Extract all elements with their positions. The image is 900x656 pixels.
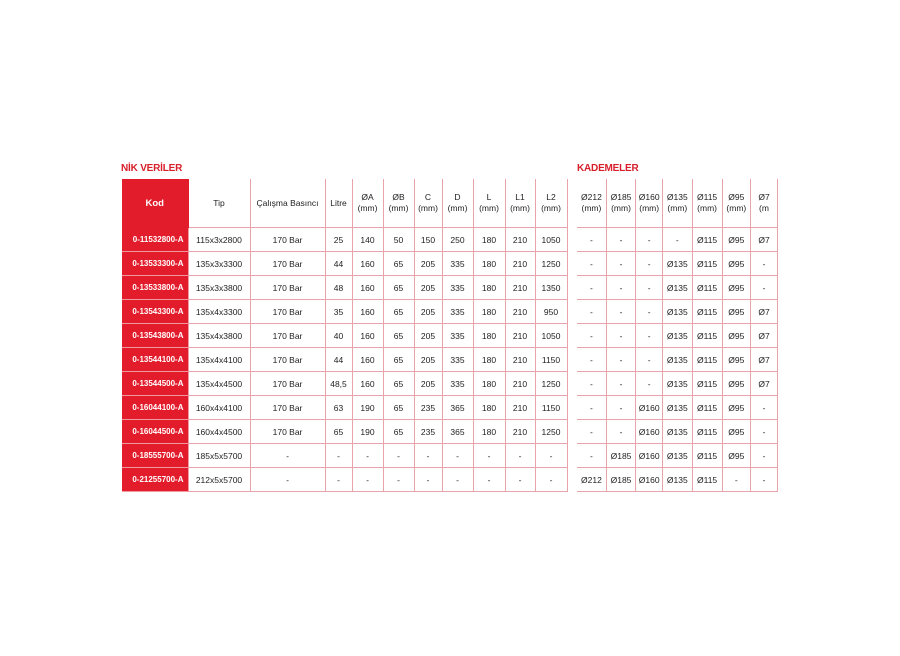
table-cell: - (751, 276, 778, 300)
header-tip: Tip (188, 179, 250, 228)
header-stage-unit: (m (759, 203, 769, 213)
table-cell: 210 (505, 396, 535, 420)
header-stage (722, 179, 750, 228)
table-cell: 205 (414, 252, 442, 276)
table-cell: 65 (383, 372, 414, 396)
table-cell: Ø135 (663, 252, 692, 276)
table-cell: 210 (505, 252, 535, 276)
table-cell: - (535, 444, 567, 468)
table-cell: Ø95 (722, 396, 750, 420)
table-cell: 170 Bar (250, 348, 325, 372)
table-cell: - (663, 228, 692, 252)
table-row (122, 276, 567, 300)
kod-cell: 0-13543800-A (122, 324, 188, 348)
table-cell: Ø115 (692, 324, 722, 348)
kod-cell: 0-13543300-A (122, 300, 188, 324)
header-d-unit: (mm) (447, 203, 468, 213)
table-cell: 1250 (535, 372, 567, 396)
table-row (122, 348, 567, 372)
table-cell: 63 (325, 396, 352, 420)
table-cell: - (442, 468, 473, 492)
table-cell: 210 (505, 300, 535, 324)
table-cell: 180 (473, 252, 505, 276)
table-cell: 190 (352, 396, 383, 420)
table-row (577, 372, 778, 396)
table-cell: 180 (473, 420, 505, 444)
table-cell: Ø115 (692, 372, 722, 396)
header-stage-unit: (mm) (611, 203, 631, 213)
header-d-label: D (454, 192, 461, 202)
header-l2-unit: (mm) (541, 203, 561, 213)
table-cell: 1050 (535, 228, 567, 252)
stages-table (577, 179, 778, 492)
table-cell: - (442, 444, 473, 468)
table-cell: 210 (505, 276, 535, 300)
table-cell: 335 (442, 252, 473, 276)
header-stage (577, 179, 606, 228)
table-cell: - (577, 324, 606, 348)
table-cell: Ø115 (692, 420, 722, 444)
table-cell: Ø160 (636, 468, 663, 492)
table-cell: 335 (442, 300, 473, 324)
table-cell: 170 Bar (250, 252, 325, 276)
table-cell: 180 (473, 324, 505, 348)
table-cell: 170 Bar (250, 228, 325, 252)
header-stage-label: Ø212 (581, 192, 602, 202)
table-cell: Ø135 (663, 348, 692, 372)
header-l (473, 179, 505, 228)
stages-body (577, 228, 778, 492)
table-cell: Ø95 (722, 324, 750, 348)
table-cell: - (751, 420, 778, 444)
header-stage (751, 179, 778, 228)
table-cell: 135x4x3800 (188, 324, 250, 348)
table-cell: 335 (442, 348, 473, 372)
table-cell: 40 (325, 324, 352, 348)
table-cell: 1350 (535, 276, 567, 300)
table-cell: - (636, 228, 663, 252)
table-cell: - (577, 228, 606, 252)
table-header-row (577, 179, 778, 228)
header-l-label: L (486, 192, 492, 202)
table-cell: - (577, 276, 606, 300)
table-cell: 210 (505, 324, 535, 348)
table-cell: - (577, 420, 606, 444)
header-stage (663, 179, 692, 228)
table-cell: - (606, 324, 635, 348)
kod-cell: 0-13544100-A (122, 348, 188, 372)
table-cell: 250 (442, 228, 473, 252)
table-cell: Ø115 (692, 396, 722, 420)
table-cell: 48 (325, 276, 352, 300)
table-cell: 205 (414, 324, 442, 348)
table-cell: 210 (505, 228, 535, 252)
table-cell: 160 (352, 252, 383, 276)
header-stage-label: Ø7 (758, 192, 770, 202)
header-c-label: C (424, 192, 432, 202)
table-cell: 160x4x4100 (188, 396, 250, 420)
table-cell: - (722, 468, 750, 492)
technical-data-body (122, 228, 567, 492)
table-cell: 190 (352, 420, 383, 444)
table-cell: 235 (414, 396, 442, 420)
table-cell: - (250, 468, 325, 492)
table-cell: 365 (442, 420, 473, 444)
table-cell: 170 Bar (250, 372, 325, 396)
header-b-label: ØB (392, 192, 405, 202)
table-cell: 65 (383, 420, 414, 444)
table-cell: 365 (442, 396, 473, 420)
table-cell: - (325, 468, 352, 492)
table-row (577, 300, 778, 324)
table-cell: Ø212 (577, 468, 606, 492)
table-cell: Ø95 (722, 444, 750, 468)
table-cell: 335 (442, 324, 473, 348)
header-b (383, 179, 414, 228)
table-row (577, 348, 778, 372)
header-stage-unit: (mm) (639, 203, 660, 213)
table-cell: Ø115 (692, 468, 722, 492)
table-cell: 170 Bar (250, 396, 325, 420)
header-l2 (535, 179, 567, 228)
header-stage-label: Ø95 (728, 192, 745, 202)
table-cell: 210 (505, 348, 535, 372)
table-cell: - (751, 396, 778, 420)
header-stage-unit: (mm) (667, 203, 688, 213)
table-cell: Ø135 (663, 396, 692, 420)
table-cell: 335 (442, 372, 473, 396)
table-cell: 135x3x3800 (188, 276, 250, 300)
header-a (352, 179, 383, 228)
table-cell: 1250 (535, 420, 567, 444)
table-row (122, 228, 567, 252)
header-stage (692, 179, 722, 228)
table-row (122, 300, 567, 324)
technical-data-title: NİK VERİLER (121, 163, 183, 174)
technical-data-table-wrapper (122, 179, 568, 495)
table-row (577, 420, 778, 444)
table-cell: Ø95 (722, 372, 750, 396)
kod-cell: 0-13533800-A (122, 276, 188, 300)
table-cell: Ø7 (751, 348, 778, 372)
table-cell: - (383, 444, 414, 468)
table-cell: Ø7 (751, 372, 778, 396)
table-cell: 170 Bar (250, 276, 325, 300)
table-cell: - (606, 348, 635, 372)
table-cell: - (577, 372, 606, 396)
table-cell: - (383, 468, 414, 492)
table-cell: - (505, 468, 535, 492)
table-cell: - (577, 444, 606, 468)
header-litre: Litre (325, 179, 352, 228)
header-a-label: ØA (361, 192, 374, 202)
table-header-row (122, 179, 567, 228)
table-cell: - (636, 348, 663, 372)
table-cell: Ø7 (751, 324, 778, 348)
header-stage-label: Ø135 (666, 192, 688, 202)
table-cell: 335 (442, 276, 473, 300)
stages-table-wrapper (577, 179, 778, 495)
table-cell: 180 (473, 348, 505, 372)
table-cell: - (751, 252, 778, 276)
header-stage (606, 179, 635, 228)
header-stage-unit: (mm) (697, 203, 717, 213)
header-stage-label: Ø185 (610, 192, 632, 202)
table-cell: - (606, 372, 635, 396)
table-cell: 65 (383, 276, 414, 300)
table-cell: Ø115 (692, 300, 722, 324)
table-cell: Ø135 (663, 300, 692, 324)
table-cell: 160 (352, 276, 383, 300)
table-cell: 65 (383, 348, 414, 372)
table-cell: 160 (352, 324, 383, 348)
table-cell: 210 (505, 420, 535, 444)
header-stage-label: Ø160 (638, 192, 660, 202)
table-row (122, 252, 567, 276)
table-cell: Ø95 (722, 420, 750, 444)
table-cell: 44 (325, 348, 352, 372)
table-cell: Ø185 (606, 468, 635, 492)
table-cell: 170 Bar (250, 300, 325, 324)
table-cell: 170 Bar (250, 420, 325, 444)
table-row (122, 420, 567, 444)
header-kod: Kod (122, 179, 188, 228)
table-cell: Ø115 (692, 252, 722, 276)
table-cell: 205 (414, 276, 442, 300)
kod-cell: 0-21255700-A (122, 468, 188, 492)
kod-cell: 0-11532800-A (122, 228, 188, 252)
table-cell: - (606, 276, 635, 300)
table-row (577, 228, 778, 252)
table-cell: Ø115 (692, 276, 722, 300)
table-cell: 205 (414, 300, 442, 324)
table-cell: - (636, 300, 663, 324)
header-a-unit: (mm) (357, 203, 378, 213)
table-cell: Ø135 (663, 372, 692, 396)
header-l1 (505, 179, 535, 228)
table-cell: - (473, 468, 505, 492)
table-cell: 135x4x4100 (188, 348, 250, 372)
table-cell: 160 (352, 300, 383, 324)
table-cell: 210 (505, 372, 535, 396)
kod-cell: 0-18555700-A (122, 444, 188, 468)
header-pressure: Çalışma Basıncı (250, 179, 325, 228)
table-cell: 185x5x5700 (188, 444, 250, 468)
table-cell: - (473, 444, 505, 468)
table-cell: - (636, 252, 663, 276)
table-row (577, 444, 778, 468)
table-cell: - (577, 252, 606, 276)
table-cell: - (414, 444, 442, 468)
table-cell: 65 (383, 396, 414, 420)
table-cell: - (606, 300, 635, 324)
header-stage (636, 179, 663, 228)
header-l-unit: (mm) (479, 203, 499, 213)
table-cell: 135x4x4500 (188, 372, 250, 396)
table-cell: - (577, 300, 606, 324)
table-cell: Ø95 (722, 348, 750, 372)
table-cell: 180 (473, 228, 505, 252)
table-cell: 44 (325, 252, 352, 276)
header-l2-label: L2 (546, 192, 556, 202)
table-cell: 50 (383, 228, 414, 252)
kod-cell: 0-13533300-A (122, 252, 188, 276)
table-cell: Ø135 (663, 444, 692, 468)
table-row (577, 396, 778, 420)
table-cell: Ø160 (636, 396, 663, 420)
table-row (577, 252, 778, 276)
table-row (122, 444, 567, 468)
table-cell: Ø115 (692, 228, 722, 252)
table-cell: 65 (383, 252, 414, 276)
table-cell: 180 (473, 372, 505, 396)
table-row (577, 468, 778, 492)
table-cell: - (606, 420, 635, 444)
table-cell: - (606, 228, 635, 252)
table-cell: - (505, 444, 535, 468)
table-cell: Ø135 (663, 276, 692, 300)
table-cell: - (250, 444, 325, 468)
table-cell: Ø135 (663, 468, 692, 492)
table-cell: 205 (414, 372, 442, 396)
table-cell: 140 (352, 228, 383, 252)
table-cell: 135x3x3300 (188, 252, 250, 276)
table-cell: Ø95 (722, 228, 750, 252)
kod-cell: 0-13544500-A (122, 372, 188, 396)
table-cell: Ø135 (663, 324, 692, 348)
table-cell: Ø7 (751, 300, 778, 324)
header-d (442, 179, 473, 228)
table-cell: 235 (414, 420, 442, 444)
table-cell: 65 (383, 324, 414, 348)
table-cell: Ø95 (722, 252, 750, 276)
table-cell: 65 (325, 420, 352, 444)
table-cell: - (577, 396, 606, 420)
table-cell: 150 (414, 228, 442, 252)
header-c-unit: (mm) (418, 203, 438, 213)
technical-data-table (122, 179, 568, 492)
table-cell: 48,5 (325, 372, 352, 396)
header-l1-unit: (mm) (510, 203, 530, 213)
table-cell: 1150 (535, 348, 567, 372)
header-stage-label: Ø115 (696, 192, 718, 202)
table-cell: - (352, 468, 383, 492)
table-cell: 180 (473, 300, 505, 324)
table-cell: - (325, 444, 352, 468)
header-b-unit: (mm) (388, 203, 409, 213)
table-cell: 212x5x5700 (188, 468, 250, 492)
table-cell: - (535, 468, 567, 492)
table-cell: Ø115 (692, 444, 722, 468)
table-cell: 160 (352, 372, 383, 396)
table-cell: 160x4x4500 (188, 420, 250, 444)
table-cell: 1150 (535, 396, 567, 420)
table-row (577, 324, 778, 348)
table-cell: 1250 (535, 252, 567, 276)
table-row (122, 396, 567, 420)
table-cell: - (606, 252, 635, 276)
table-row (122, 468, 567, 492)
table-cell: Ø185 (606, 444, 635, 468)
table-cell: 25 (325, 228, 352, 252)
table-cell: Ø160 (636, 444, 663, 468)
kod-cell: 0-16044100-A (122, 396, 188, 420)
table-cell: 160 (352, 348, 383, 372)
table-cell: 135x4x3300 (188, 300, 250, 324)
table-cell: - (606, 396, 635, 420)
table-cell: 950 (535, 300, 567, 324)
table-cell: - (414, 468, 442, 492)
header-c (414, 179, 442, 228)
table-row (577, 276, 778, 300)
stages-title: KADEMELER (577, 163, 639, 174)
table-cell: Ø160 (636, 420, 663, 444)
table-cell: 180 (473, 276, 505, 300)
table-cell: 205 (414, 348, 442, 372)
table-cell: 1050 (535, 324, 567, 348)
table-cell: 35 (325, 300, 352, 324)
kod-cell: 0-16044500-A (122, 420, 188, 444)
table-row (122, 324, 567, 348)
table-cell: 115x3x2800 (188, 228, 250, 252)
table-cell: - (577, 348, 606, 372)
table-cell: - (751, 468, 778, 492)
table-cell: - (636, 324, 663, 348)
table-cell: 180 (473, 396, 505, 420)
table-row (122, 372, 567, 396)
header-stage-unit: (mm) (581, 203, 602, 213)
header-l1-label: L1 (515, 192, 525, 202)
table-cell: Ø115 (692, 348, 722, 372)
table-cell: - (352, 444, 383, 468)
table-cell: Ø7 (751, 228, 778, 252)
table-cell: Ø95 (722, 300, 750, 324)
table-cell: 65 (383, 300, 414, 324)
table-cell: 170 Bar (250, 324, 325, 348)
table-cell: - (636, 276, 663, 300)
table-cell: Ø95 (722, 276, 750, 300)
table-cell: - (751, 444, 778, 468)
header-stage-unit: (mm) (726, 203, 747, 213)
table-cell: Ø135 (663, 420, 692, 444)
table-cell: - (636, 372, 663, 396)
